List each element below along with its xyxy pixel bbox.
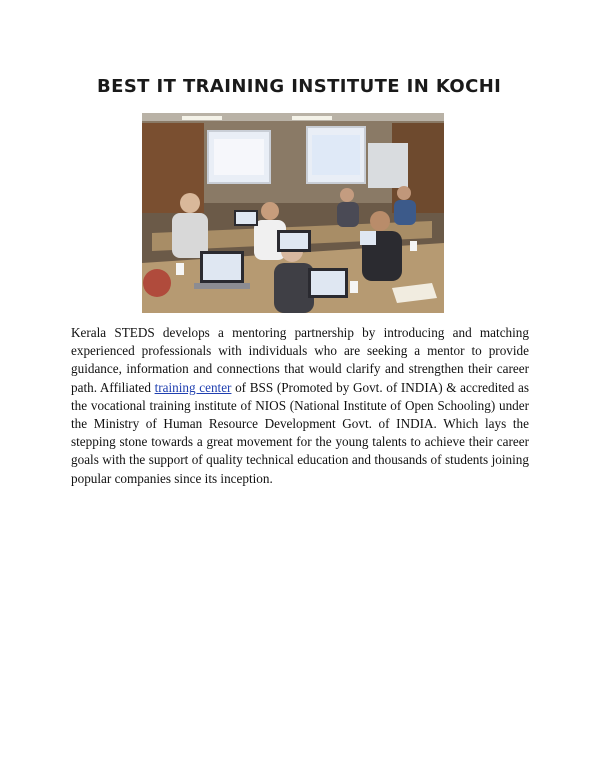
paragraph-text-part2: of BSS (Promoted by Govt. of INDIA) & accredited as the vocational training institute of NIOS (National Institute of Open Schooling) under the Ministry of Human Resource Development Govt. of INDIA. Which lays the stepping stone towards a great movement for the young talents to achieve their career goals with the support of quality technical education and thousands of students joining popular companies since its inception. — [71, 379, 529, 486]
paragraph-text-part1: Kerala STEDS develops a mentoring partnership by introducing and matching experienced professionals with individuals who are seeking a mentor to provide guidance, information and connections that would clarify and strengthen their career path. Affiliated — [71, 325, 529, 395]
classroom-photo — [142, 113, 444, 313]
page-title: BEST IT TRAINING INSTITUTE IN KOCHI — [97, 76, 502, 97]
description-paragraph — [71, 324, 529, 488]
training-center-link[interactable]: training center — [154, 379, 232, 395]
